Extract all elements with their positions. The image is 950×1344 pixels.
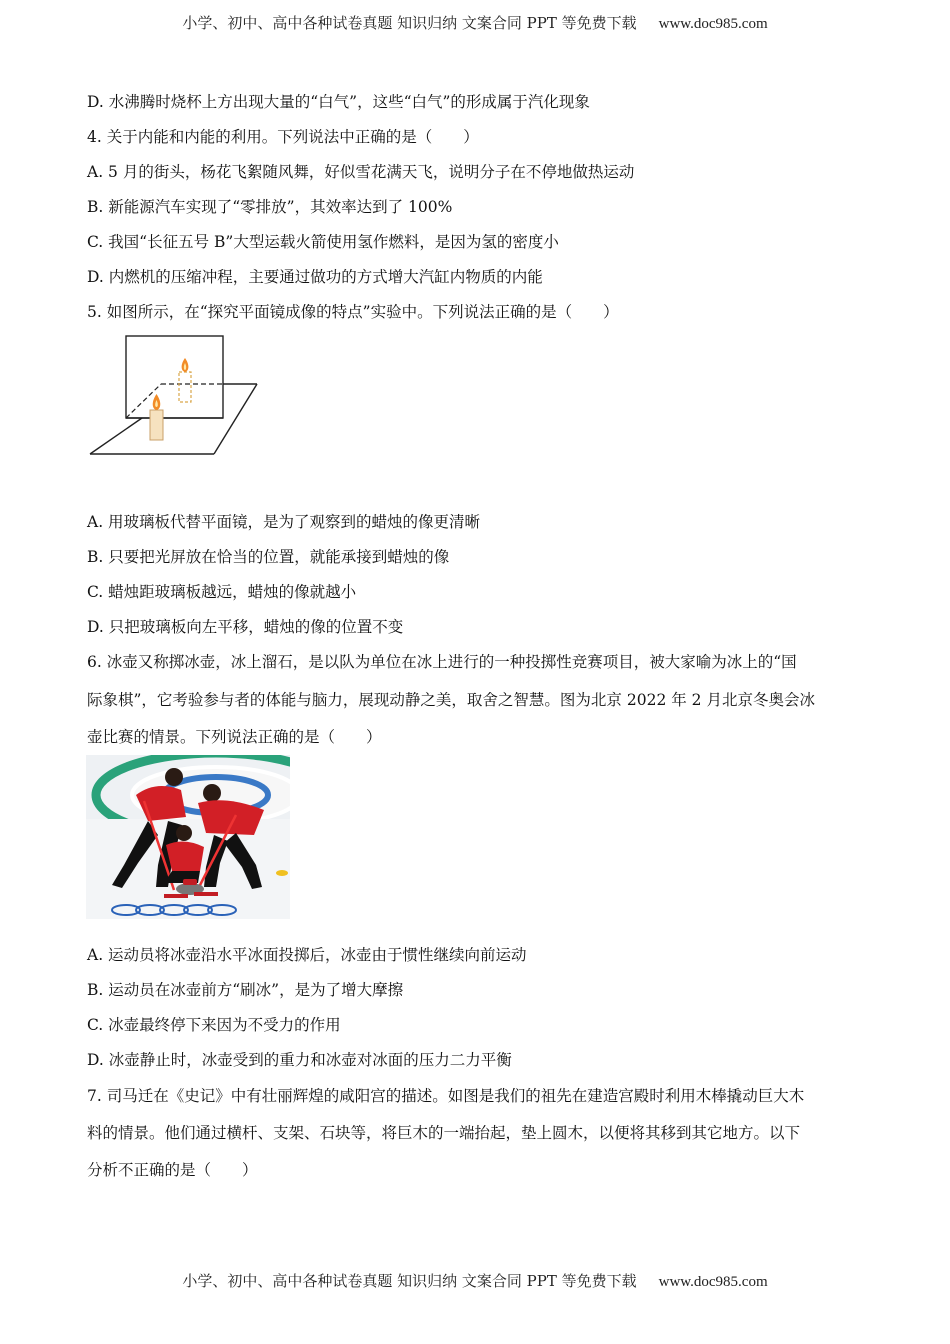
q6-stem-line-3: 壶比赛的情景。下列说法正确的是（ ） [87,728,382,746]
glass-plate [126,336,223,418]
q3-option-d: D. 水沸腾时烧杯上方出现大量的“白气”，这些“白气”的形成属于汽化现象 [87,93,590,111]
q5-stem: 5. 如图所示，在“探究平面镜成像的特点”实验中。下列说法正确的是（ ） [87,303,619,321]
page-footer [0,1270,950,1291]
curling-scene [86,755,290,919]
header-url[interactable]: www.doc985.com [658,16,768,32]
q5-option-c: C. 蜡烛距玻璃板越远，蜡烛的像就越小 [87,583,357,601]
footer-text: 小学、初中、高中各种试卷真题 知识归纳 文案合同 PPT 等免费下载 [182,1272,637,1290]
q6-option-d: D. 冰壶静止时，冰壶受到的重力和冰壶对冰面的压力二力平衡 [87,1051,512,1069]
candle-image [179,372,191,402]
header-text: 小学、初中、高中各种试卷真题 知识归纳 文案合同 PPT 等免费下载 [182,14,637,32]
q6-stem-line-2: 际象棋”，它考验参与者的体能与脑力，展现动静之美，取舍之智慧。图为北京 2022 年 2 月北京冬奥会冰 [87,691,815,709]
q6-option-a: A. 运动员将冰壶沿水平冰面投掷后，冰壶由于惯性继续向前运动 [87,946,527,964]
q4-option-c: C. 我国“长征五号 B”大型运载火箭使用氢作燃料，是因为氢的密度小 [87,233,559,251]
q5-option-b: B. 只要把光屏放在恰当的位置，就能承接到蜡烛的像 [87,548,450,566]
q4-option-a: A. 5 月的街头，杨花飞絮随风舞，好似雪花满天飞，说明分子在不停地做热运动 [87,163,635,181]
q4-option-b: B. 新能源汽车实现了“零排放”，其效率达到了 100% [87,198,453,216]
q7-stem-line-3: 分析不正确的是（ ） [87,1161,258,1179]
q6-option-b: B. 运动员在冰壶前方“刷冰”，是为了增大摩擦 [87,981,404,999]
table-edge [214,384,257,454]
mirror-experiment-figure [86,330,266,464]
page-header [0,12,950,33]
q4-stem: 4. 关于内能和内能的利用。下列说法中正确的是（ ） [87,128,479,146]
mirror-experiment-drawing [86,330,266,460]
q7-stem-line-1: 7. 司马迁在《史记》中有壮丽辉煌的咸阳宫的描述。如图是我们的祖先在建造宫殿时利用木棒撬动巨大木 [87,1087,805,1105]
table-edge [90,418,142,454]
q4-option-d: D. 内燃机的压缩冲程，主要通过做功的方式增大汽缸内物质的内能 [87,268,543,286]
curling-photo [86,755,290,919]
broom-head [194,892,218,896]
footer-url[interactable]: www.doc985.com [658,1274,768,1290]
q5-option-d: D. 只把玻璃板向左平移，蜡烛的像的位置不变 [87,618,404,636]
q6-option-c: C. 冰壶最终停下来因为不受力的作用 [87,1016,341,1034]
candle [150,410,163,440]
q5-option-a: A. 用玻璃板代替平面镜，是为了观察到的蜡烛的像更清晰 [87,513,481,531]
broom-head [164,894,188,898]
q7-stem-line-2: 料的情景。他们通过横杆、支架、石块等，将巨木的一端抬起，垫上圆木，以便将其移到其它地方。以下 [87,1124,801,1142]
q6-stem-line-1: 6. 冰壶又称掷冰壶，冰上溜石，是以队为单位在冰上进行的一种投掷性竞赛项目，被大家喻为冰上的“国 [87,653,797,671]
